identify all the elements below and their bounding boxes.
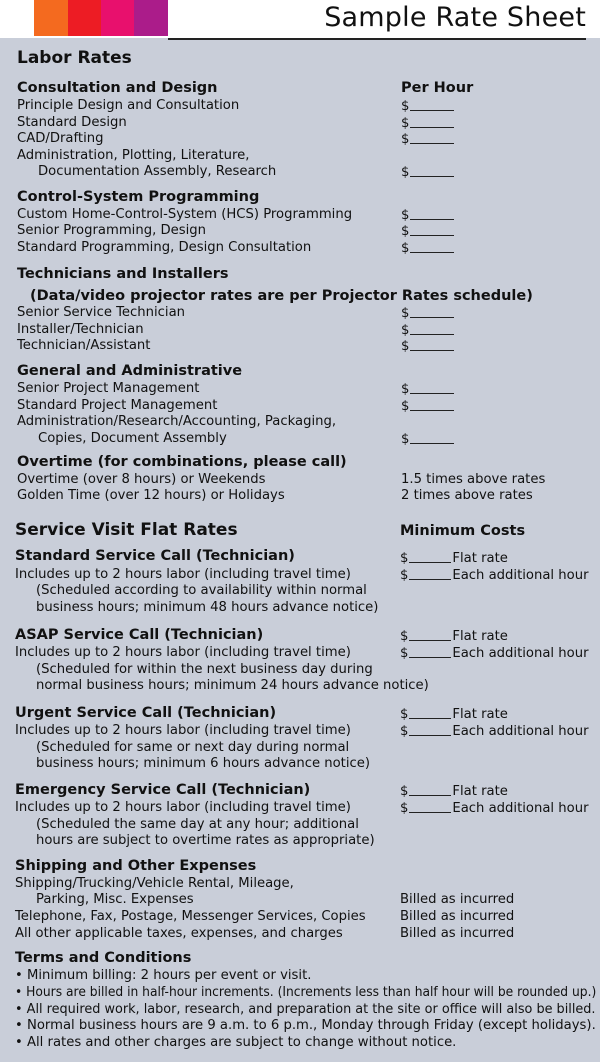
service-visit-heading: Service Visit Flat Rates [15, 520, 238, 540]
title-bar [0, 0, 600, 38]
rate-item-label: Senior Project Management [17, 381, 200, 396]
service-call-title: Urgent Service Call (Technician) [15, 705, 277, 721]
billed-as-incurred: Billed as incurred [400, 909, 515, 924]
shipping-heading: Shipping and Other Expenses [15, 858, 257, 874]
rate-item-label: Administration, Plotting, Literature, [17, 148, 250, 163]
terms-heading: Terms and Conditions [15, 950, 192, 966]
additional-hour-blank: $ Each additional hour [400, 568, 589, 583]
rate-blank: $ [401, 115, 454, 131]
rate-blank: $ [401, 131, 454, 147]
service-call-title: Standard Service Call (Technician) [15, 548, 295, 564]
page-title: Sample Rate Sheet [324, 2, 586, 33]
overtime-rate: 2 times above rates [401, 488, 533, 503]
overtime-rate: 1.5 times above rates [401, 472, 546, 487]
additional-hour-blank: $ Each additional hour [400, 801, 589, 816]
rate-item-label: Principle Design and Consultation [17, 98, 240, 113]
rate-blank: $ [401, 98, 454, 114]
expense-label: Shipping/Trucking/Vehicle Rental, Mileage, [15, 876, 294, 891]
service-call-title: ASAP Service Call (Technician) [15, 627, 264, 643]
rate-item-label: Senior Service Technician [17, 305, 186, 320]
rate-item-label: Documentation Assembly, Research [38, 164, 277, 179]
terms-item: • All rates and other charges are subject to change without notice. [15, 1035, 457, 1050]
labor-rates-heading: Labor Rates [17, 48, 132, 68]
service-call-note: business hours; minimum 48 hours advance notice) [36, 600, 379, 615]
rate-blank: $ [401, 164, 454, 180]
rate-blank: $ [401, 240, 454, 256]
overtime-label: Overtime (over 8 hours) or Weekends [17, 472, 266, 487]
rate-item-label: CAD/Drafting [17, 131, 104, 146]
service-call-note: (Scheduled for same or next day during normal [36, 740, 350, 755]
rate-blank: $ [401, 398, 454, 414]
billed-as-incurred: Billed as incurred [400, 892, 515, 907]
service-call-includes: Includes up to 2 hours labor (including travel time) [15, 645, 351, 660]
overtime-label: Golden Time (over 12 hours) or Holidays [17, 488, 285, 503]
service-call-includes: Includes up to 2 hours labor (including travel time) [15, 723, 351, 738]
terms-item: • Minimum billing: 2 hours per event or visit. [15, 968, 312, 983]
service-call-note: hours are subject to overtime rates as appropriate) [36, 833, 375, 848]
rate-item-label: Standard Programming, Design Consultation [17, 240, 312, 255]
technicians-heading: Technicians and Installers [17, 266, 229, 282]
rate-item-label: Standard Project Management [17, 398, 218, 413]
flat-rate-blank: $ Flat rate [400, 629, 508, 644]
expense-label: Telephone, Fax, Postage, Messenger Services, Copies [15, 909, 366, 924]
rate-item-label: Technician/Assistant [17, 338, 151, 353]
expense-label: Parking, Misc. Expenses [36, 892, 194, 907]
rate-blank: $ [401, 338, 454, 354]
service-call-note: (Scheduled the same day at any hour; additional [36, 817, 359, 832]
rate-blank: $ [401, 322, 454, 338]
per-hour-column-header: Per Hour [401, 80, 474, 96]
service-call-note: business hours; minimum 6 hours advance notice) [36, 756, 371, 771]
color-swatch [34, 0, 68, 36]
projector-rates-note: (Data/video projector rates are per Projector Rates schedule) [30, 288, 533, 304]
color-swatch [68, 0, 101, 36]
flat-rate-blank: $ Flat rate [400, 707, 508, 722]
service-call-includes: Includes up to 2 hours labor (including travel time) [15, 567, 351, 582]
service-call-note: normal business hours; minimum 24 hours advance notice) [36, 678, 429, 693]
color-swatch [101, 0, 134, 36]
rate-item-label: Custom Home-Control-System (HCS) Programming [17, 207, 353, 222]
color-swatch [134, 0, 168, 36]
terms-item: • Normal business hours are 9 a.m. to 6 p.m., Monday through Friday (except holidays). [15, 1018, 596, 1033]
minimum-costs-column-header: Minimum Costs [400, 523, 526, 539]
title-underline [168, 38, 586, 40]
service-call-includes: Includes up to 2 hours labor (including travel time) [15, 800, 351, 815]
flat-rate-blank: $ Flat rate [400, 784, 508, 799]
overtime-heading: Overtime (for combinations, please call) [17, 454, 347, 470]
rate-blank: $ [401, 431, 454, 447]
additional-hour-blank: $ Each additional hour [400, 724, 589, 739]
terms-item: • All required work, labor, research, and preparation at the site or office will also be billed. [15, 1002, 596, 1017]
rate-item-label: Copies, Document Assembly [38, 431, 227, 446]
consultation-heading: Consultation and Design [17, 80, 218, 96]
control-system-heading: Control-System Programming [17, 189, 260, 205]
rate-item-label: Senior Programming, Design [17, 223, 206, 238]
service-call-note: (Scheduled according to availability within normal [36, 583, 367, 598]
service-call-note: (Scheduled for within the next business day during [36, 662, 373, 677]
expense-label: All other applicable taxes, expenses, and charges [15, 926, 343, 941]
rate-item-label: Standard Design [17, 115, 127, 130]
rate-item-label: Installer/Technician [17, 322, 144, 337]
rate-blank: $ [401, 207, 454, 223]
billed-as-incurred: Billed as incurred [400, 926, 515, 941]
flat-rate-blank: $ Flat rate [400, 551, 508, 566]
terms-item: • Hours are billed in half-hour increments. (Increments less than half hour will be rounded up.) [15, 985, 597, 1000]
rate-blank: $ [401, 305, 454, 321]
rate-blank: $ [401, 381, 454, 397]
service-call-title: Emergency Service Call (Technician) [15, 782, 311, 798]
rate-item-label: Administration/Research/Accounting, Packaging, [17, 414, 337, 429]
rate-blank: $ [401, 223, 454, 239]
additional-hour-blank: $ Each additional hour [400, 646, 589, 661]
general-admin-heading: General and Administrative [17, 363, 243, 379]
